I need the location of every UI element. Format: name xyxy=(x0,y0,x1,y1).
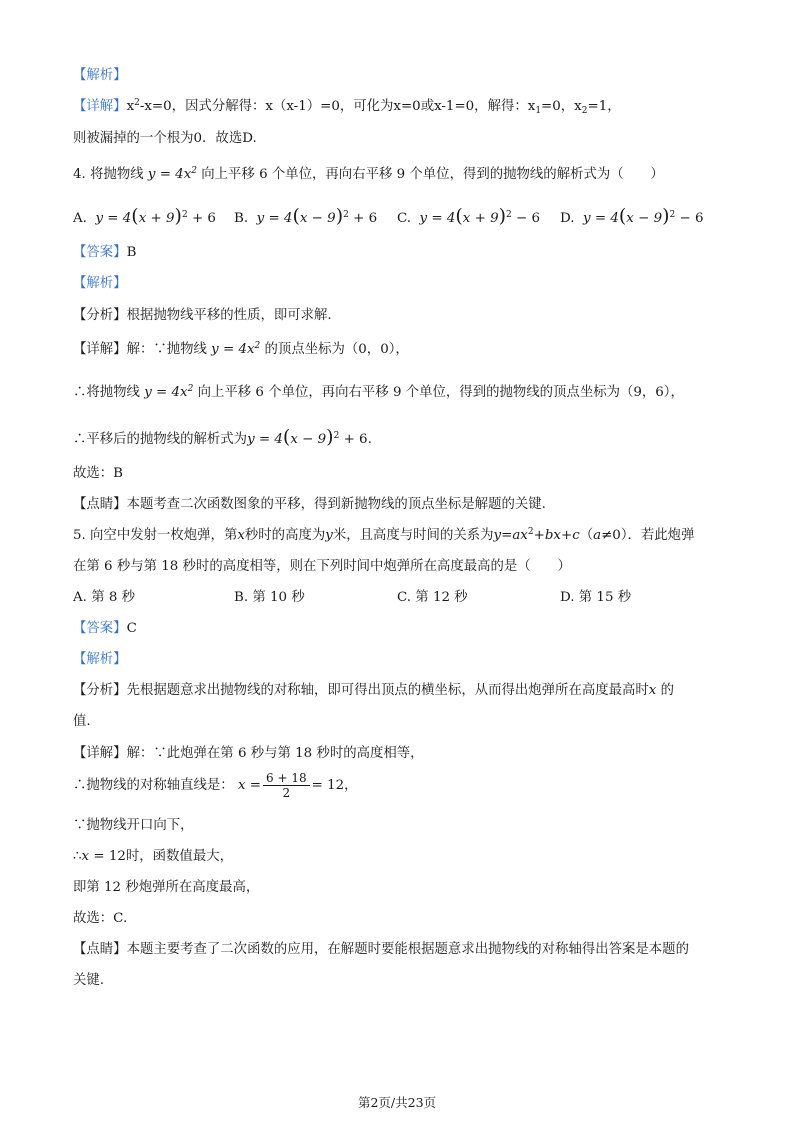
analysis-tag-1: 【解析】 xyxy=(73,68,127,83)
q5-detail-5: 即第 12 秒炮弹所在高度最高， xyxy=(73,880,260,895)
prev-detail-line: 【详解】$x^2-x=0$，因式分解得：x（x-1）=0，可化为x=0或x-1=0，解得：$x_1=0$，$x_2=1$， xyxy=(73,98,621,116)
q5-breakdown-2: 值. xyxy=(73,714,91,729)
page-footer: 第2页/共23页 xyxy=(357,1095,437,1110)
q5-detail-2: ∴抛物线的对称轴直线是： x = $\frac{6 + 18}{2}$ = 12， xyxy=(73,771,358,800)
q4-stem: 4. 将抛物线 $y = 4x^2$ 向上平移 6 个单位，再向右平移 9 个单位，得到的抛物线的解析式为（ ） xyxy=(73,166,664,182)
q5-option-d: D. 第 15 秒 xyxy=(560,590,632,605)
q4-detail-2: ∴将抛物线 $y = 4x^2$ 向上平移 6 个单位，再向右平移 9 个单位，得到的抛物线的顶点坐标为（9，6）， xyxy=(73,384,684,400)
q5-answer: 【答案】C xyxy=(73,621,137,636)
q4-option-b: B. $y = 4(x - 9)^2 + 6$ xyxy=(234,205,378,227)
q5-detail-4: ∴x = 12时，函数值最大， xyxy=(73,849,233,864)
q5-comment-2: 关键. xyxy=(73,973,105,988)
q5-detail-1: 【详解】解：∵此炮弹在第 6 秒与第 18 秒时的高度相等， xyxy=(73,746,424,761)
q5-breakdown-1: 【分析】先根据题意求出抛物线的对称轴，即可得出顶点的横坐标，从而得出炮弹所在高度最高时x 的 xyxy=(73,683,675,698)
q4-detail-1: 【详解】解：∵抛物线 $y = 4x^2$ 的顶点坐标为（0，0）， xyxy=(73,341,409,357)
q4-detail-3: ∴平移后的抛物线的解析式为$y = 4(x - 9)^2 + 6$. xyxy=(73,426,372,448)
q4-conclusion: 故选：B xyxy=(73,466,124,481)
q5-detail-3: ∵抛物线开口向下， xyxy=(73,818,194,833)
prev-conclusion-line: 则被漏掉的一个根为0．故选D. xyxy=(73,131,257,146)
symmetry-axis-fraction: $\frac{6 + 18}{2}$ xyxy=(263,771,310,800)
q5-option-a: A. 第 8 秒 xyxy=(73,590,136,605)
analysis-tag-3: 【解析】 xyxy=(73,652,127,667)
q5-conclusion: 故选：C. xyxy=(73,911,128,926)
q5-option-b: B. 第 10 秒 xyxy=(234,590,305,605)
q5-option-c: C. 第 12 秒 xyxy=(397,590,468,605)
q4-comment: 【点睛】本题考查二次函数图象的平移，得到新抛物线的顶点坐标是解题的关键. xyxy=(73,497,546,512)
q5-stem-1: 5. 向空中发射一枚炮弹，第x秒时的高度为y米，且高度与时间的关系为$y=ax^2+bx+c(a\ne 0)$．若此炮弹 xyxy=(73,527,695,543)
q4-option-c: C. $y = 4(x + 9)^2 - 6$ xyxy=(397,205,541,227)
analysis-tag-2: 【解析】 xyxy=(73,276,127,291)
q4-breakdown: 【分析】根据抛物线平移的性质，即可求解. xyxy=(73,308,332,323)
q4-option-a: A. $y = 4(x + 9)^2 + 6$ xyxy=(73,205,216,227)
q5-stem-2: 在第 6 秒与第 18 秒时的高度相等，则在下列时间中炮弹所在高度最高的是（ ） xyxy=(73,559,571,574)
q4-answer: 【答案】B xyxy=(73,245,137,260)
q5-comment-1: 【点睛】本题主要考查了二次函数的应用，在解题时要能根据题意求出抛物线的对称轴得出答案是本题的 xyxy=(73,942,689,957)
q4-option-d: D. $y = 4(x - 9)^2 - 6$ xyxy=(560,205,704,227)
